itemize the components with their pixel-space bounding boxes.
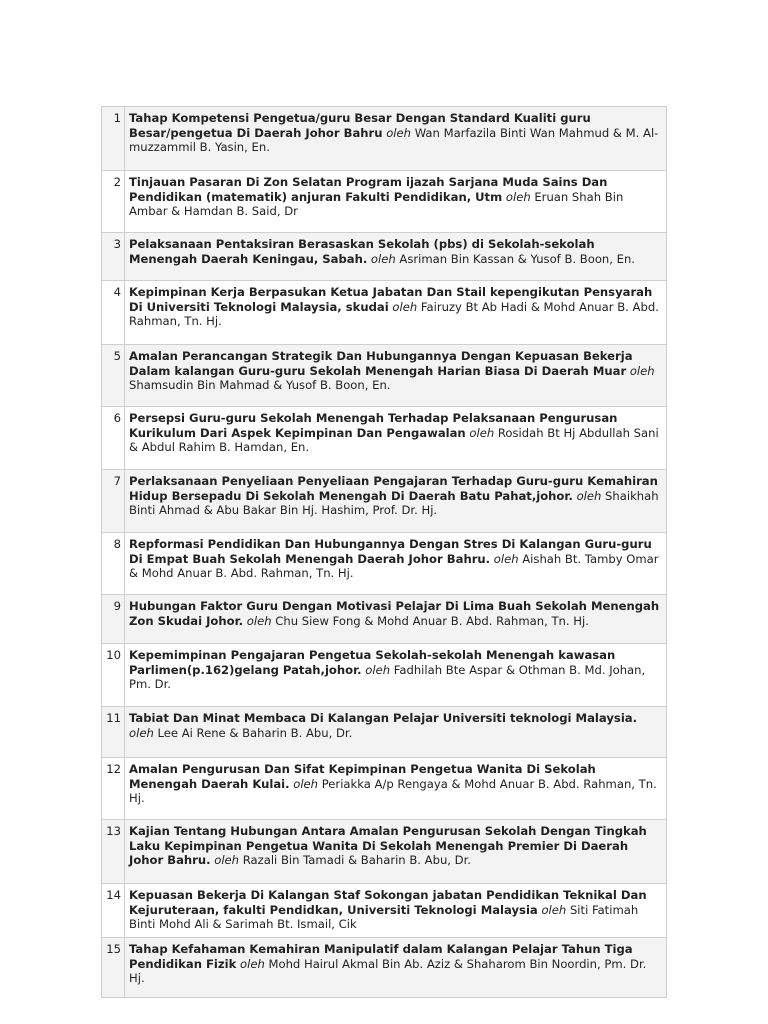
entry-cell (125, 107, 667, 171)
thesis-title: Kajian Tentang Hubungan Antara Amalan Pengurusan Sekolah Dengan Tingkah Laku Kepimpinan Pengetua Wanita Di Sekolah Menengah Premier Di Daerah Johor Bahru. (129, 824, 647, 868)
entry-cell (125, 758, 667, 820)
entry-cell (125, 644, 667, 707)
thesis-authors: Asriman Bin Kassan & Yusof B. Boon, En. (399, 251, 635, 266)
table-row (102, 595, 667, 644)
thesis-title: Hubungan Faktor Guru Dengan Motivasi Pelajar Di Lima Buah Sekolah Menengah Zon Skudai Johor. (129, 599, 660, 628)
entry-number: 3 (102, 233, 125, 281)
thesis-authors: Aishah Bt. Tamby Omar & Mohd Anuar B. Abd. Rahman, Tn. Hj. (129, 551, 659, 581)
entry-cell (125, 407, 667, 470)
thesis-list-table (101, 106, 667, 998)
thesis-title: Tahap Kefahaman Kemahiran Manipulatif dalam Kalangan Pelajar Tahun Tiga Pendidikan Fizik (129, 942, 633, 971)
thesis-title: Tahap Kompetensi Pengetua/guru Besar Dengan Standard Kualiti guru Besar/pengetua Di Daerah Johor Bahru (129, 111, 591, 140)
oleh-label: oleh (246, 613, 272, 628)
thesis-title: Amalan Pengurusan Dan Sifat Kepimpinan Pengetua Wanita Di Sekolah Menengah Daerah Kulai. (129, 762, 596, 791)
table-row (102, 345, 667, 407)
thesis-title: Tabiat Dan Minat Membaca Di Kalangan Pelajar Universiti teknologi Malaysia. (129, 711, 638, 725)
thesis-authors: Shaikhah Binti Ahmad & Abu Bakar Bin Hj. Hashim, Prof. Dr. Hj. (129, 488, 659, 518)
entry-number: 4 (102, 281, 125, 345)
thesis-list-body (102, 107, 667, 998)
table-row (102, 758, 667, 820)
oleh-label: oleh (293, 776, 319, 791)
thesis-authors: Periakka A/p Rengaya & Mohd Anuar B. Abd. Rahman, Tn. Hj. (129, 776, 657, 806)
oleh-label: oleh (214, 853, 240, 868)
table-row (102, 707, 667, 758)
oleh-label: oleh (370, 251, 396, 266)
entry-number: 12 (102, 758, 125, 820)
entry-number: 2 (102, 171, 125, 233)
oleh-label: oleh (505, 189, 531, 204)
table-row (102, 533, 667, 595)
entry-cell (125, 470, 667, 533)
thesis-authors: Wan Marfazila Binti Wan Mahmud & M. Al-muzzammil B. Yasin, En. (129, 125, 659, 155)
entry-cell (125, 171, 667, 233)
thesis-title: Kepimpinan Kerja Berpasukan Ketua Jabatan Dan Stail kepengikutan Pensyarah Di Universiti Teknologi Malaysia, skudai (129, 285, 653, 314)
table-row (102, 233, 667, 281)
entry-number: 6 (102, 407, 125, 470)
entry-cell (125, 884, 667, 938)
thesis-authors: Fadhilah Bte Aspar & Othman B. Md. Johan, Pm. Dr. (129, 662, 646, 692)
entry-cell (125, 281, 667, 345)
oleh-label: oleh (576, 488, 602, 503)
entry-number: 1 (102, 107, 125, 171)
thesis-authors: Chu Siew Fong & Mohd Anuar B. Abd. Rahman, Tn. Hj. (275, 613, 589, 628)
oleh-label: oleh (541, 902, 567, 917)
thesis-authors: Shamsudin Bin Mahmad & Yusof B. Boon, En. (129, 378, 391, 393)
thesis-title: Amalan Perancangan Strategik Dan Hubungannya Dengan Kepuasan Bekerja Dalam kalangan Guru-guru Sekolah Menengah Harian Biasa Di Daerah Muar (129, 349, 633, 378)
thesis-authors: Mohd Hairul Akmal Bin Ab. Aziz & Shaharom Bin Noordin, Pm. Dr. Hj. (129, 956, 647, 986)
thesis-title: Persepsi Guru-guru Sekolah Menengah Terhadap Pelaksanaan Pengurusan Kurikulum Dari Aspek Kepimpinan Dan Pengawalan (129, 411, 618, 440)
table-row (102, 884, 667, 938)
thesis-authors: Rosidah Bt Hj Abdullah Sani & Abdul Rahim B. Hamdan, En. (129, 425, 659, 455)
table-row (102, 644, 667, 707)
thesis-title: Kepemimpinan Pengajaran Pengetua Sekolah-sekolah Menengah kawasan Parlimen(p.162)gelang Patah,johor. (129, 648, 616, 677)
entry-number: 7 (102, 470, 125, 533)
entry-cell (125, 820, 667, 884)
table-row (102, 470, 667, 533)
thesis-title: Repformasi Pendidikan Dan Hubungannya Dengan Stres Di Kalangan Guru-guru Di Empat Buah Sekolah Menengah Daerah Johor Bahru. (129, 537, 652, 566)
entry-number: 15 (102, 938, 125, 998)
oleh-label: oleh (240, 956, 265, 971)
entry-number: 14 (102, 884, 125, 938)
entry-cell (125, 533, 667, 595)
thesis-title: Tinjauan Pasaran Di Zon Selatan Program ijazah Sarjana Muda Sains Dan Pendidikan (matematik) anjuran Fakulti Pendidikan, Utm (129, 175, 608, 204)
table-row (102, 938, 667, 998)
entry-number: 5 (102, 345, 125, 407)
thesis-authors: Razali Bin Tamadi & Baharin B. Abu, Dr. (242, 853, 471, 868)
thesis-title: Perlaksanaan Penyeliaan Penyeliaan Pengajaran Terhadap Guru-guru Kemahiran Hidup Bersepadu Di Sekolah Menengah Di Daerah Batu Pahat,johor. (129, 474, 658, 503)
table-row (102, 407, 667, 470)
oleh-label: oleh (129, 725, 154, 740)
table-row (102, 171, 667, 233)
entry-number: 10 (102, 644, 125, 707)
entry-number: 8 (102, 533, 125, 595)
entry-cell (125, 233, 667, 281)
thesis-authors: Siti Fatimah Binti Mohd Ali & Sarimah Bt. Ismail, Cik (129, 902, 639, 932)
entry-number: 13 (102, 820, 125, 884)
table-row (102, 107, 667, 171)
entry-cell (125, 938, 667, 998)
thesis-title: Pelaksanaan Pentaksiran Berasaskan Sekolah (pbs) di Sekolah-sekolah Menengah Daerah Keningau, Sabah. (129, 237, 595, 266)
oleh-label: oleh (365, 662, 391, 677)
entry-number: 11 (102, 707, 125, 758)
oleh-label: oleh (469, 425, 495, 440)
thesis-title: Kepuasan Bekerja Di Kalangan Staf Sokongan jabatan Pendidikan Teknikal Dan Kejuruteraan, fakulti Pendidkan, Universiti Teknologi Malaysia (129, 888, 647, 917)
entry-cell (125, 707, 667, 758)
entry-number: 9 (102, 595, 125, 644)
thesis-authors: Eruan Shah Bin Ambar & Hamdan B. Said, Dr (129, 189, 624, 219)
thesis-authors: Lee Ai Rene & Baharin B. Abu, Dr. (157, 725, 353, 740)
oleh-label: oleh (386, 125, 412, 140)
oleh-label: oleh (493, 551, 519, 566)
oleh-label: oleh (629, 363, 655, 378)
oleh-label: oleh (392, 299, 418, 314)
table-row (102, 281, 667, 345)
table-row (102, 820, 667, 884)
entry-cell (125, 595, 667, 644)
entry-cell (125, 345, 667, 407)
thesis-authors: Fairuzy Bt Ab Hadi & Mohd Anuar B. Abd. Rahman, Tn. Hj. (129, 299, 659, 329)
